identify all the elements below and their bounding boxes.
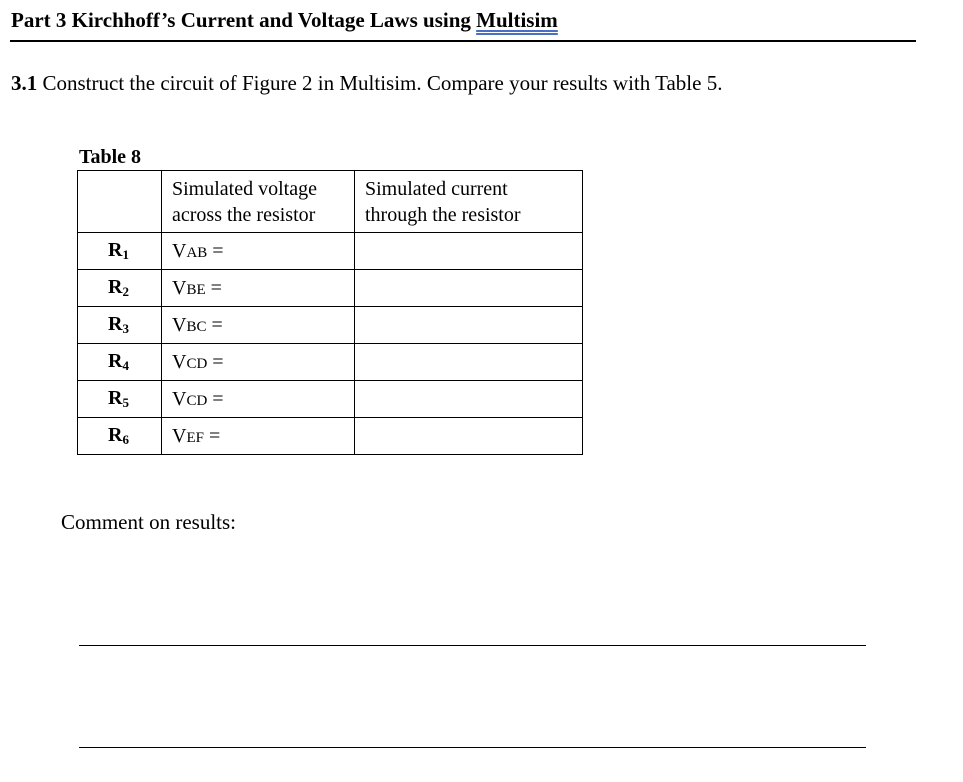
table-row <box>78 344 583 381</box>
table-row <box>78 381 583 418</box>
instruction-paragraph <box>11 71 722 96</box>
table-row <box>78 233 583 270</box>
voltage-cell[interactable]: VBE = <box>162 270 355 307</box>
instruction-text: Construct the circuit of Figure 2 in Multisim. Compare your results with Table 5. <box>37 71 723 95</box>
current-cell[interactable] <box>355 270 583 307</box>
voltage-cell[interactable]: VEF = <box>162 418 355 455</box>
table-caption: Table 8 <box>79 146 142 168</box>
voltage-cell[interactable]: VBC = <box>162 307 355 344</box>
resistor-label: $R_4$ <box>78 344 162 381</box>
heading-app-name: Multisim <box>476 8 558 32</box>
table-header-row <box>78 171 583 233</box>
instruction-number: 3.1 <box>11 71 38 95</box>
current-cell[interactable] <box>355 418 583 455</box>
voltage-cell[interactable]: VCD = <box>162 344 355 381</box>
table-row <box>78 270 583 307</box>
voltage-cell[interactable]: VAB = <box>162 233 355 270</box>
header-voltage-line1: Simulated voltage <box>172 177 317 200</box>
header-current-line1: Simulated current <box>365 177 508 200</box>
current-cell[interactable] <box>355 307 583 344</box>
header-current <box>355 171 583 233</box>
current-cell[interactable] <box>355 381 583 418</box>
table-row <box>78 418 583 455</box>
section-heading <box>11 8 558 33</box>
table-row <box>78 307 583 344</box>
results-table <box>77 170 583 455</box>
header-current-line2: through the resistor <box>365 203 521 226</box>
heading-text: Part 3 Kirchhoff’s Current and Voltage Laws using <box>11 8 477 32</box>
header-voltage-line2: across the resistor <box>172 203 316 226</box>
current-cell[interactable] <box>355 344 583 381</box>
header-blank-cell <box>78 171 162 233</box>
answer-line[interactable] <box>79 645 866 646</box>
heading-rule <box>10 40 916 42</box>
voltage-cell[interactable]: VCD = <box>162 381 355 418</box>
resistor-label: $R_5$ <box>78 381 162 418</box>
header-voltage <box>162 171 355 233</box>
answer-line[interactable] <box>79 747 866 748</box>
resistor-label: $R_6$ <box>78 418 162 455</box>
resistor-label: $R_3$ <box>78 307 162 344</box>
comment-label: Comment on results: <box>61 510 236 534</box>
resistor-label: $R_2$ <box>78 270 162 307</box>
current-cell[interactable] <box>355 233 583 270</box>
resistor-label: $R_1$ <box>78 233 162 270</box>
